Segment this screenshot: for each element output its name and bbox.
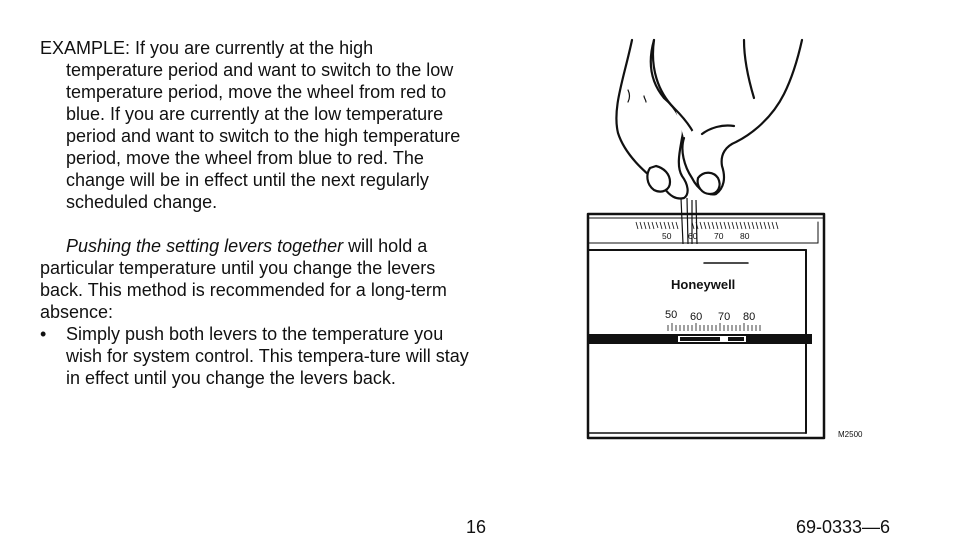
page-number: 16 bbox=[466, 517, 487, 537]
main-scale-label: 80 bbox=[743, 311, 756, 323]
main-scale-label: 70 bbox=[718, 311, 731, 323]
top-scale-label: 50 bbox=[662, 231, 672, 241]
bullet-text: Simply push both levers to the temperature you wish for system control. This tempera-ture will stay in effect until you change the levers back. bbox=[66, 324, 469, 388]
bullet-item bbox=[40, 323, 470, 389]
levers-text: will hold a particular temperature until you change the levers back. This method is recommended for a long-term absence: bbox=[40, 236, 447, 322]
top-scale-label: 80 bbox=[740, 231, 750, 241]
figure-code: M2500 bbox=[838, 430, 863, 439]
levers-italic: Pushing the setting levers together bbox=[66, 236, 344, 256]
bullet-symbol: • bbox=[40, 324, 47, 344]
levers-paragraph bbox=[40, 235, 470, 323]
document-number: 69-0333—6 bbox=[796, 517, 891, 537]
body-text bbox=[40, 37, 470, 389]
top-scale-label: 70 bbox=[714, 231, 724, 241]
lever-left bbox=[681, 198, 688, 244]
thermostat-illustration bbox=[584, 38, 874, 448]
thermostat-outer-frame bbox=[588, 214, 824, 438]
top-scale-label: 60 bbox=[688, 231, 698, 241]
main-scale-label: 50 bbox=[665, 309, 678, 321]
example-paragraph bbox=[40, 37, 470, 213]
main-scale-label: 60 bbox=[690, 311, 703, 323]
example-lead: EXAMPLE: bbox=[40, 38, 131, 58]
brand-logo-text: Honeywell bbox=[671, 277, 736, 292]
example-text: If you are currently at the high temperature period and want to switch to the low temperature period, move the wheel from red to blue. If you are currently at the low temperature period and want to switch to the high temperature period, move the wheel from blue to red. The change will be in effect until the next regularly scheduled change. bbox=[66, 38, 461, 212]
hand-illustration bbox=[616, 40, 802, 199]
